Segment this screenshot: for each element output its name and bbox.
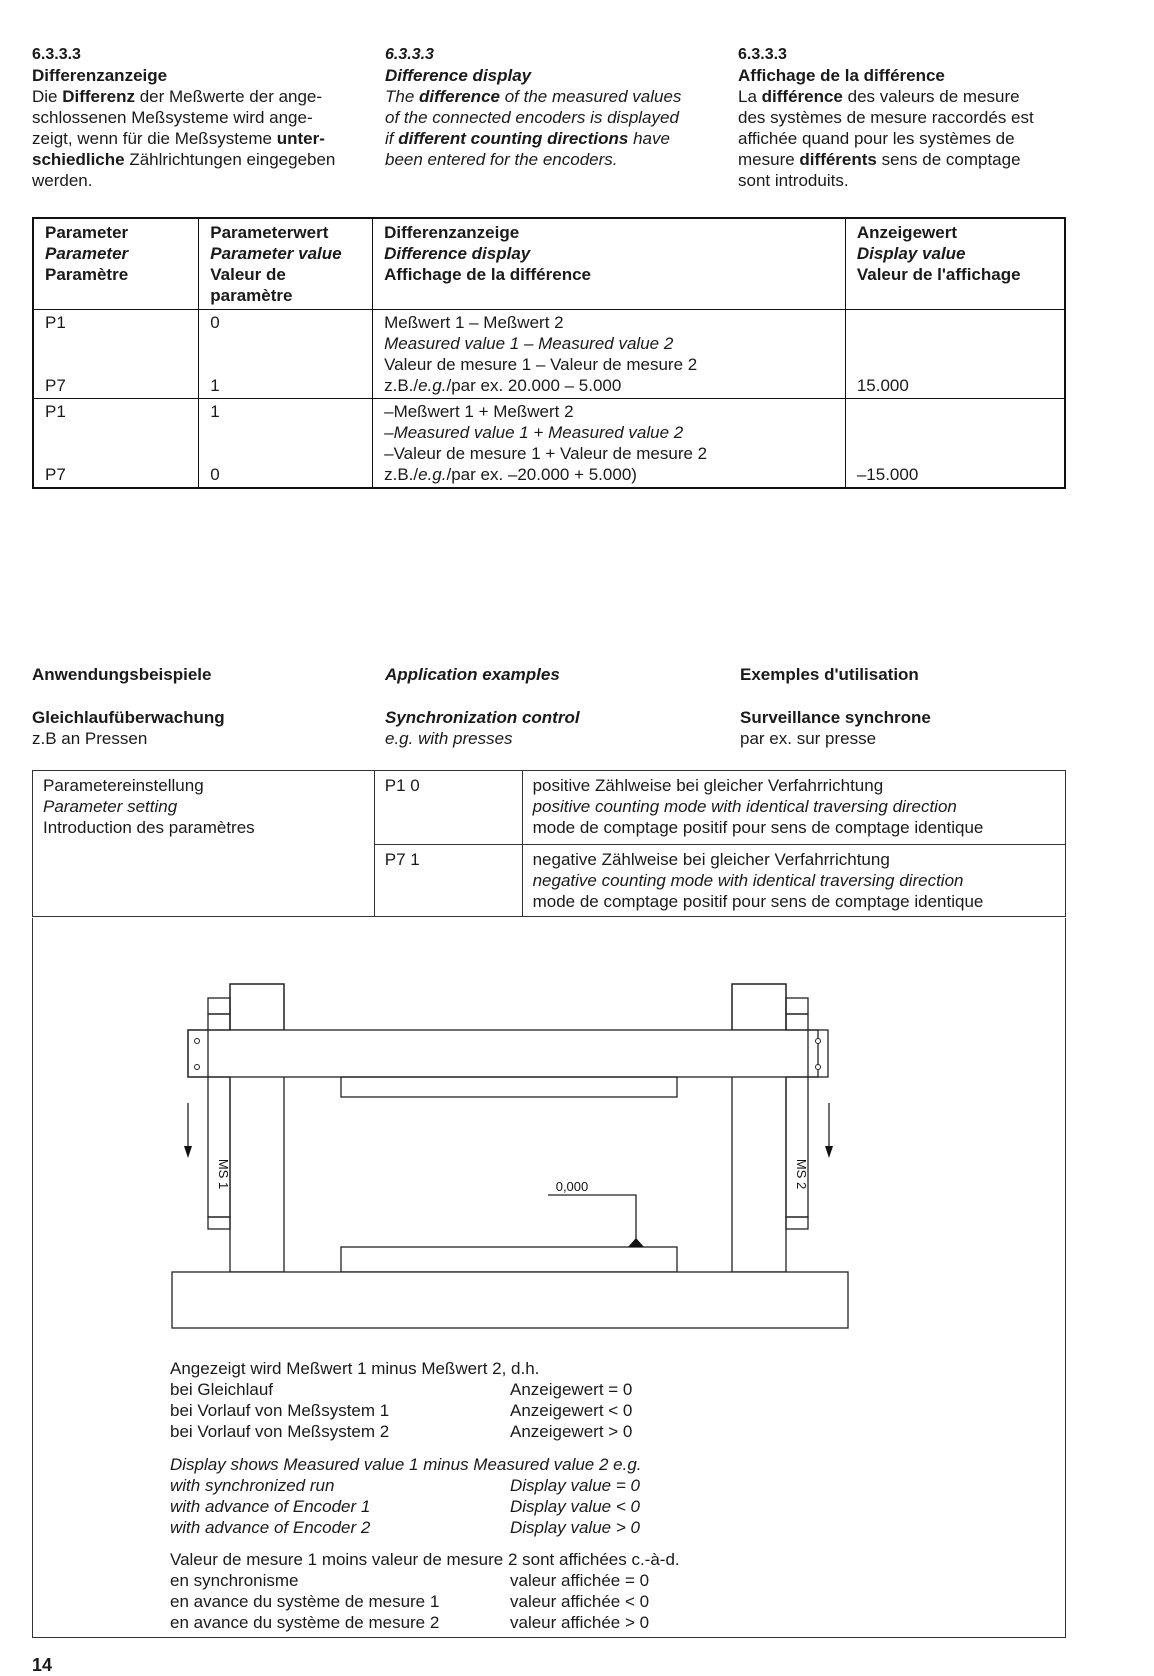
results-en bbox=[170, 1454, 642, 1538]
header-text: Parameter bbox=[45, 244, 129, 263]
example-subtitle: Synchronization control bbox=[385, 708, 580, 727]
result-row bbox=[170, 1379, 632, 1400]
text-bold: different counting directions bbox=[398, 129, 629, 148]
text-bold: différents bbox=[799, 150, 877, 169]
examples-heading-fr: Exemples d'utilisation bbox=[740, 665, 919, 684]
screw-icon bbox=[195, 1039, 200, 1044]
result-row bbox=[170, 1570, 680, 1591]
cell-text: Introduction des paramètres bbox=[43, 818, 255, 837]
result-case: with advance of Encoder 2 bbox=[170, 1518, 371, 1537]
text-run: of the measured values bbox=[499, 87, 682, 106]
text-run: der Meßwerte der ange- bbox=[134, 87, 323, 106]
example-note: z.B an Pressen bbox=[32, 729, 148, 748]
result-row bbox=[170, 1496, 642, 1517]
scale-ms1 bbox=[208, 1077, 230, 1217]
cell-text: P7 bbox=[45, 465, 66, 484]
text-run: mesure bbox=[738, 150, 800, 169]
text-run: e.g. bbox=[418, 376, 447, 395]
cell-text: negative counting mode with identical traversing direction bbox=[532, 871, 964, 890]
header-text: Difference display bbox=[384, 244, 531, 263]
readout-value: 0,000 bbox=[555, 1179, 589, 1194]
examples-heading-en: Application examples bbox=[385, 665, 560, 684]
section-title: Difference display bbox=[385, 66, 532, 85]
text-run: /par ex. –20.000 + 5.000) bbox=[446, 465, 637, 484]
top-crossbar bbox=[188, 1030, 818, 1077]
page-number: 14 bbox=[32, 1655, 53, 1675]
cell-text: –Meßwert 1 + Meßwert 2 bbox=[384, 402, 574, 421]
arrowhead-left bbox=[184, 1146, 192, 1158]
result-row bbox=[170, 1591, 680, 1612]
press-base bbox=[172, 1272, 848, 1328]
result-value: Display value = 0 bbox=[510, 1476, 640, 1495]
result-row bbox=[170, 1517, 642, 1538]
result-value: Anzeigewert < 0 bbox=[510, 1401, 633, 1420]
text-bold: différence bbox=[761, 87, 843, 106]
text-run: if bbox=[385, 129, 399, 148]
scale-label-ms1: MS 1 bbox=[216, 1158, 231, 1190]
result-case: en avance du système de mesure 1 bbox=[170, 1592, 440, 1611]
text-run: sont introduits. bbox=[738, 171, 849, 190]
cell-text: P7 bbox=[45, 376, 66, 395]
left-encoder-bracket bbox=[208, 998, 230, 1014]
result-value: Display value < 0 bbox=[510, 1497, 640, 1516]
result-value: valeur affichée > 0 bbox=[510, 1613, 650, 1632]
cell-text: –Valeur de mesure 1 + Valeur de mesure 2 bbox=[384, 444, 708, 463]
result-case: with advance of Encoder 1 bbox=[170, 1497, 371, 1516]
screw-icon bbox=[816, 1039, 821, 1044]
header-text: Parameter bbox=[45, 223, 129, 242]
text-run: zeigt, wenn für die Meßsysteme bbox=[32, 129, 277, 148]
left-column bbox=[230, 984, 284, 1272]
cell-text: Measured value 1 – Measured value 2 bbox=[384, 334, 674, 353]
result-value: Anzeigewert > 0 bbox=[510, 1422, 633, 1441]
cell-text: positive counting mode with identical traversing direction bbox=[532, 797, 957, 816]
text-bold: Differenz bbox=[62, 87, 135, 106]
section-title: Affichage de la différence bbox=[738, 66, 945, 85]
result-case: with synchronized run bbox=[170, 1476, 335, 1495]
cell-text: –Measured value 1 + Measured value 2 bbox=[384, 423, 684, 442]
cell-text: P1 0 bbox=[384, 776, 420, 795]
section-number: 6.3.3.3 bbox=[385, 46, 434, 63]
scale-label-ms2: MS 2 bbox=[794, 1158, 809, 1190]
header-text: Display value bbox=[856, 244, 966, 263]
section-title: Differenzanzeige bbox=[32, 66, 168, 85]
section-number: 6.3.3.3 bbox=[32, 46, 81, 63]
results-intro: Angezeigt wird Meßwert 1 minus Meßwert 2, d.h. bbox=[170, 1359, 540, 1378]
text-run: La bbox=[738, 87, 762, 106]
readout-marker bbox=[628, 1238, 644, 1247]
header-text: Affichage de la différence bbox=[384, 265, 591, 284]
text-run: Zählrichtungen eingegeben bbox=[124, 150, 336, 169]
cell-text: Meßwert 1 – Meßwert 2 bbox=[384, 313, 564, 332]
header-text: paramètre bbox=[210, 286, 293, 305]
text-run: z.B./ bbox=[384, 465, 419, 484]
result-case: bei Vorlauf von Meßsystem 1 bbox=[170, 1401, 390, 1420]
cell-text: P1 bbox=[45, 402, 66, 421]
right-column bbox=[732, 984, 786, 1272]
scale-ms2-end bbox=[786, 1217, 808, 1229]
cell-text: 1 bbox=[210, 402, 220, 421]
right-encoder-bracket bbox=[786, 1014, 808, 1030]
header-text: Parameterwert bbox=[210, 223, 329, 242]
result-case: bei Vorlauf von Meßsystem 2 bbox=[170, 1422, 390, 1441]
cell-text: mode de comptage positif pour sens de comptage identique bbox=[532, 818, 984, 837]
section-number: 6.3.3.3 bbox=[738, 46, 787, 63]
text-run: z.B./ bbox=[384, 376, 419, 395]
screw-icon bbox=[195, 1065, 200, 1070]
screw-icon bbox=[816, 1065, 821, 1070]
cell-text: P1 bbox=[45, 313, 66, 332]
text-run: sens de comptage bbox=[876, 150, 1021, 169]
result-case: bei Gleichlauf bbox=[170, 1380, 274, 1399]
cell-text: Valeur de mesure 1 – Valeur de mesure 2 bbox=[384, 355, 698, 374]
text-run: schlossenen Meßsysteme wird ange- bbox=[32, 108, 313, 127]
text-run: des valeurs de mesure bbox=[842, 87, 1020, 106]
text-bold: schiedliche bbox=[32, 150, 125, 169]
header-text: Valeur de l'affichage bbox=[856, 265, 1021, 284]
header-text: Differenzanzeige bbox=[384, 223, 520, 242]
arrowhead-right bbox=[825, 1146, 833, 1158]
text-run: have bbox=[628, 129, 670, 148]
right-column-cap bbox=[732, 984, 786, 1030]
result-row bbox=[170, 1400, 632, 1421]
text-run: Die bbox=[32, 87, 63, 106]
cell-text: 0 bbox=[210, 465, 220, 484]
upper-tool bbox=[341, 1077, 677, 1097]
text-run: been entered for the encoders. bbox=[385, 150, 618, 169]
text-run: The bbox=[385, 87, 420, 106]
result-value: valeur affichée = 0 bbox=[510, 1571, 650, 1590]
text-run: e.g. bbox=[418, 465, 447, 484]
result-value: Display value > 0 bbox=[510, 1518, 640, 1537]
result-case: en synchronisme bbox=[170, 1571, 299, 1590]
example-note: e.g. with presses bbox=[385, 729, 513, 748]
text-run: werden. bbox=[32, 171, 93, 190]
result-row bbox=[170, 1475, 642, 1496]
result-value: Anzeigewert = 0 bbox=[510, 1380, 633, 1399]
example-subtitle: Surveillance synchrone bbox=[740, 708, 931, 727]
results-intro: Valeur de mesure 1 moins valeur de mesure 2 sont affichées c.-à-d. bbox=[170, 1550, 680, 1569]
header-text: Paramètre bbox=[45, 265, 129, 284]
cell-text: positive Zählweise bei gleicher Verfahrrichtung bbox=[532, 776, 884, 795]
left-column-cap bbox=[230, 984, 284, 1030]
text-run: des systèmes de mesure raccordés est bbox=[738, 108, 1034, 127]
cell-text: Parameter setting bbox=[43, 797, 178, 816]
text-bold: difference bbox=[419, 87, 500, 106]
cell-text: negative Zählweise bei gleicher Verfahrrichtung bbox=[532, 850, 890, 869]
results-intro: Display shows Measured value 1 minus Measured value 2 e.g. bbox=[170, 1455, 642, 1474]
cell-text: 1 bbox=[210, 376, 220, 395]
results-fr bbox=[170, 1549, 680, 1633]
header-text: Parameter value bbox=[210, 244, 342, 263]
examples-heading-de: Anwendungsbeispiele bbox=[32, 665, 212, 684]
text-run: affichée quand pour les systèmes de bbox=[738, 129, 1015, 148]
result-case: en avance du système de mesure 2 bbox=[170, 1613, 440, 1632]
readout-leader bbox=[548, 1195, 636, 1240]
lower-tool bbox=[341, 1247, 677, 1272]
result-value: valeur affichée < 0 bbox=[510, 1592, 650, 1611]
cell-text: mode de comptage positif pour sens de comptage identique bbox=[532, 892, 984, 911]
text-run: /par ex. 20.000 – 5.000 bbox=[446, 376, 622, 395]
header-text: Valeur de bbox=[210, 265, 286, 284]
text-run: of the connected encoders is displayed bbox=[385, 108, 679, 127]
cell-text: Parametereinstellung bbox=[43, 776, 204, 795]
example-subtitle: Gleichlaufüberwachung bbox=[32, 708, 225, 727]
results-de bbox=[170, 1358, 632, 1442]
cell-text: P7 1 bbox=[384, 850, 420, 869]
cell-text: –15.000 bbox=[856, 465, 919, 484]
result-row bbox=[170, 1421, 632, 1442]
scale-ms2 bbox=[786, 1077, 808, 1217]
header-text: Anzeigewert bbox=[856, 223, 957, 242]
scale-ms1-end bbox=[208, 1217, 230, 1229]
right-encoder-bracket bbox=[786, 998, 808, 1014]
example-note: par ex. sur presse bbox=[740, 729, 877, 748]
cell-text: 0 bbox=[210, 313, 220, 332]
result-row bbox=[170, 1612, 680, 1633]
left-encoder-bracket bbox=[208, 1014, 230, 1030]
text-bold: unter- bbox=[276, 129, 325, 148]
cell-text: 15.000 bbox=[856, 376, 909, 395]
